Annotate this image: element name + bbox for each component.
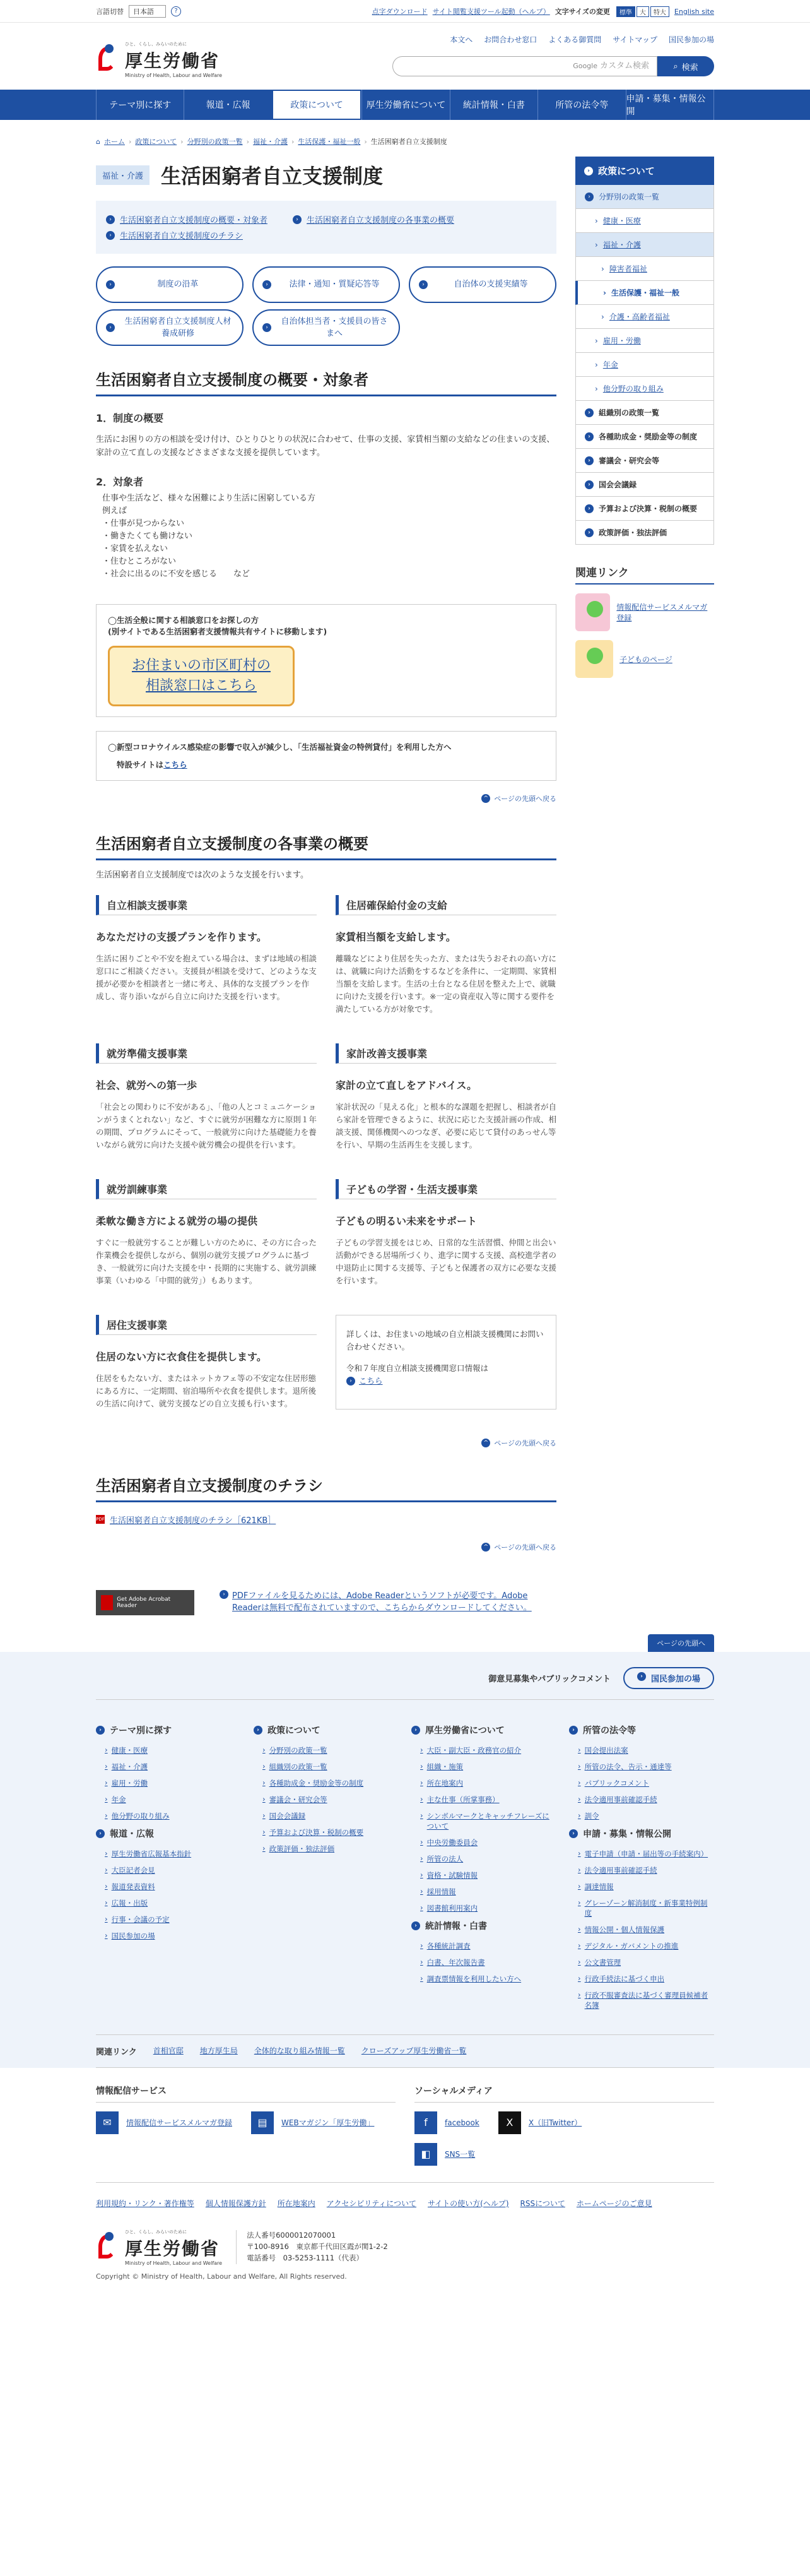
footer-link[interactable]: › パブリックコメント [578,1778,714,1788]
footer-link[interactable]: › 行事・会議の予定 [105,1914,241,1925]
site-logo[interactable] [96,23,222,90]
footer-link[interactable]: › 行政手続法に基づく申出 [578,1974,714,1984]
kids-banner-icon [575,640,613,678]
footer-link[interactable]: › 各種助成金・奨励金等の制度 [262,1778,399,1788]
fontsize-standard-button[interactable]: 標準 [616,6,635,17]
footer-link[interactable]: › 採用情報 [420,1887,556,1897]
footer-sitemap: › テーマ別に探す › 健康・医療 › 福祉・介護 › 雇用・労働 › 年金 › 他分野の取り組み › 報道・広報 › 厚生労働省広報基本指針 › 大臣記者会見 › 報道発表資料 › 広報・出版 › 行事・会議の予定 › 国民参加の場 › 政策について › 分野別の政策一覧 › 組織別の政策一覧 › 各種助成金・奨励金等の制度 › 審議会・研究会等 › 国会会議録 › 予算および決算・税制の概要 › 政策評価・独法評価 › 厚生労働省について › 大臣・副大臣・政務官の紹介 › 組織・施策 › 所在地案内 › 主な仕事（所掌事務） › シンボルマークとキャッチフレーズについて › 中央労働委員会 › 所管の法人 › 資格・試験情報 › 採用情報 › 図書館利用案内 › 統計情報・白書 › 各種統計調査 › 白書、年次報告書 › 調査票情報を利用したい方へ › 所管の法令等 › 国会提出法案 › 所管の法令、告示・通達等 › パブリックコメント › 法令適用事前確認手続 › 訓令 › 申請・募集・情報公開 › 電子申請（申請・届出等の手続案内） › 法令適用事前確認手続 › 調達情報 › グレーゾーン解消制度・新事業特例制度 › 情報公開・個人情報保護 › デジタル・ガバメントの推進 › 公文書管理 › 行政手続法に基づく申出 › 行政不服審査法に基づく審理員候補者名簿 [96,1700,714,2034]
chevron-icon: › [293,215,302,224]
overview-heading: 生活困窮者自立支援制度の概要・対象者 [96,367,556,396]
service-cards [96,895,556,1438]
chevron-icon: › [106,215,115,224]
sidebar-item-disability[interactable]: › 障害者福祉 [575,257,714,281]
acrobat-icon [101,1595,113,1610]
footer-link[interactable]: › 組織別の政策一覧 [262,1762,399,1772]
footer-link[interactable]: › 訓令 [578,1811,714,1821]
footer-related-link[interactable]: 地方厚生局 [199,2046,238,2055]
sidebar-item-field-policy[interactable]: › 分野別の政策一覧 [575,185,714,209]
back-to-top-link[interactable]: ^ ページの先頭へ戻る [96,793,556,804]
footer-link[interactable]: › 公文書管理 [578,1957,714,1968]
gnav-policy[interactable]: 政策について [272,90,361,120]
mhlw-logo-icon [96,43,120,76]
consultation-box: ◯生活全般に関する相談窓口をお探しの方 (別サイトである生活困窮者支援情報共有サイトに移動します) お住まいの市区町村の 相談窓口はこちら [96,604,556,718]
footer-link[interactable]: › 組織・施策 [420,1762,556,1772]
logo-tagline: ひと、くらし、みらいのために [125,41,187,47]
home-icon: ⌂ [96,137,100,146]
arrow-up-icon: ^ [481,1439,490,1447]
chevron-icon: › [346,1377,355,1386]
footer-link[interactable]: › 所管の法人 [420,1854,556,1864]
arrow-up-icon: ^ [481,1543,490,1552]
anchor-services[interactable]: › 生活困窮者自立支援制度の各事業の概要 [293,213,454,225]
service-card: 就労準備支援事業 社会、就労への第一歩 「社会との関わりに不安がある」、「他の人とコミュニケーションがうまくとれない」など、すぐに就労が困難な方に原則１年の期間、プログラムにそって、一般就労に向けた基礎能力を養いながら就労に向けた支援や就労機会の提供を行います。 [96,1043,317,1151]
inquiry-note: 詳しくは、お住まいの地域の自立相談支援機関にお問い合わせください。 令和７年度自立相談支援機関窓口情報は › こちら [336,1315,556,1410]
footer-link[interactable]: › グレーゾーン解消制度・新事業特例制度 [578,1898,714,1918]
breadcrumb-policy[interactable]: 政策について [135,138,177,146]
facebook-link[interactable]: f facebook [414,2111,479,2134]
footer-link[interactable]: › 所在地案内 [420,1778,556,1788]
service-card: 就労訓練事業 柔軟な働き方による就労の場の提供 すぐに一般就労することが難しい方のために、その方に合った作業機会を提供しながら、個別の就労支援プログラムに基づき、一般就労に向けた支援を中・長期的に実施する、就労訓練事業（いわゆる「中間的就労」）もあります。 [96,1179,317,1287]
overview-subheading-1: 1．制度の概要 [96,412,164,424]
related-links [575,564,714,678]
english-site-link[interactable]: English site [674,7,714,16]
footer-link[interactable]: › 調達情報 [578,1882,714,1892]
footer [0,1652,810,2068]
sidebar-item-pension[interactable]: › 年金 [575,353,714,377]
chevron-icon: › [220,1590,228,1599]
mailmag-link[interactable]: ✉ 情報配信サービスメルマガ登録 [96,2111,232,2134]
chevron-icon: › [419,280,428,289]
footer-link[interactable]: › 国会会議録 [262,1811,399,1821]
chevron-icon: › [585,193,594,201]
pdf-icon: PDF [96,1515,105,1524]
sidebar-item-health[interactable]: › 健康・医療 [575,209,714,233]
footer-link[interactable]: › デジタル・ガバメントの推進 [578,1941,714,1951]
footer-nav-link[interactable]: RSSについて [520,2199,565,2208]
breadcrumb-field-policy[interactable]: 分野別の政策一覧 [187,138,243,146]
mailmag-banner-icon [575,593,610,631]
help-icon[interactable]: ? [171,6,181,16]
footer-link[interactable]: › 政策評価・独法評価 [262,1844,399,1854]
sidebar [575,157,714,1615]
anchor-overview[interactable]: › 生活困窮者自立支援制度の概要・対象者 [106,213,267,225]
chevron-icon: › [585,528,594,537]
mhlw-logo-icon [96,2231,120,2264]
sns-icon: ◧ [414,2143,437,2166]
arrow-up-icon: ^ [481,794,490,803]
webmag-link[interactable]: ▤ WEBマガジン「厚生労働」 [251,2111,374,2134]
global-nav [0,90,810,120]
browsing-tool-link[interactable]: サイト閲覧支援ツール起動（ヘルプ） [432,8,550,16]
chevron-icon: › [637,1672,646,1681]
adobe-download-link[interactable]: PDFファイルを見るためには、Adobe Readerというソフトが必要です。Adobe Readerは無料で配布されていますので、こちらからダウンロードしてください。 [232,1591,532,1613]
flyer-pdf-link[interactable]: PDF 生活困窮者自立支援制度のチラシ［621KB］ [96,1516,276,1526]
search-input[interactable]: Google カスタム検索 [392,56,657,76]
footer-link[interactable]: › シンボルマークとキャッチフレーズについて [420,1811,556,1831]
braille-download-link[interactable]: 点字ダウンロード [372,8,428,16]
chevron-icon: › [585,456,594,465]
breadcrumb-home[interactable]: ホーム [103,138,125,146]
footer-logo: ひと、くらし、みらいのために 厚生労働省 Ministry of Health, Labour and Welfare [96,2229,222,2266]
target-list: 仕事や生活など、様々な困難により生活に困窮している方 例えば ・仕事が見つからない ・働きたくても働けない ・家賃を払えない ・住むところがない ・社会に出るのに不安を感じる など [102,493,316,579]
service-card: 子どもの学習・生活支援事業 子どもの明るい未来をサポート 子どもの学習支援をはじめ、日常的な生活習慣、仲間と出会い活動ができる居場所づくり、進学に関する支援、高校進学者の中退防止に関する支援等、子どもと保護者の双方に必要な支援を行います。 [336,1179,556,1287]
chevron-icon: › [106,323,115,332]
category-badge: 福祉・介護 [96,165,150,185]
sidebar-item-budget[interactable]: › 予算および決算・税制の概要 [575,497,714,521]
pill-training[interactable]: › 生活困窮者自立支援制度人材養成研修 [96,309,244,346]
pill-history[interactable]: › 制度の沿革 [96,266,244,303]
chevron-icon: › [106,280,115,289]
page-title: 生活困窮者自立支援制度 [161,164,384,188]
anchor-flyer[interactable]: › 生活困窮者自立支援制度のチラシ [106,229,243,241]
footer-nav-link[interactable]: 所在地案内 [277,2199,315,2208]
service-card: 住居確保給付金の支給 家賃相当額を支給します。 離職などにより住居を失った方、または失うおそれの高い方には、就職に向けた活動をするなどを条件に、一定期間、家賃相当額を支給します。生活の土台となる住居を整えた上で、就職に向けた支援を行います。※一定の資産収入等に関する要件を満たしている方が対象です。 [336,895,556,1016]
pill-staff[interactable]: › 自治体担当者・支援員の皆さまへ [252,309,400,346]
footer-nav-link[interactable]: 個人情報保護方針 [205,2199,266,2208]
footer-nav-link[interactable]: アクセシビリティについて [326,2199,416,2208]
footer-related-link[interactable]: 首相官邸 [153,2046,184,2055]
footer-link[interactable]: › 所管の法令、告示・通達等 [578,1762,714,1772]
footer-link[interactable]: › 情報公開・個人情報保護 [578,1925,714,1935]
header-link-faq[interactable]: よくある御質問 [548,35,602,44]
window-info-link[interactable]: こちら [359,1375,383,1386]
back-to-top-link[interactable]: ^ ページの先頭へ戻る [96,1542,556,1552]
related-kids[interactable]: 子どものページ [575,640,714,678]
chevron-icon: › [585,480,594,489]
back-to-top-link[interactable]: ^ ページの先頭へ戻る [96,1438,556,1448]
special-site-link[interactable]: こちら [163,759,187,769]
footer-link[interactable]: › 厚生労働省広報基本指針 [105,1849,241,1859]
sidebar-item-public-assistance[interactable]: › 生活保護・福祉一般 [575,281,714,305]
chevron-icon: › [585,432,594,441]
service-card: 家計改善支援事業 家計の立て直しをアドバイス。 家計状況の「見える化」と根本的な課題を把握し、相談者が自ら家計を管理できるように、状況に応じた支援計画の作成、相談支援、関係機関へのつなぎ、必要に応じて貸付のあっせん等を行い、早期の生活再生を支援します。 [336,1043,556,1151]
page-top-button[interactable]: ページの先頭へ [96,1634,714,1652]
chevron-icon: › [585,504,594,513]
x-link[interactable]: X X（旧Twitter） [498,2111,582,2134]
footer-link[interactable]: › 年金 [105,1795,241,1805]
footer-link[interactable]: › 大臣・副大臣・政務官の紹介 [420,1745,556,1755]
language-select[interactable]: 日本語 [129,5,166,18]
topic-pills [96,266,556,346]
gnav-laws[interactable]: 所管の法令等 [537,90,625,120]
footer-link[interactable]: › 各種統計調査 [420,1941,556,1951]
sidebar-title[interactable]: › 政策について [575,157,714,185]
breadcrumb-public-assistance[interactable]: 生活保護・福祉一般 [298,138,361,146]
footer-link[interactable]: › 法令適用事前確認手続 [578,1865,714,1875]
opinion-label: 御意見募集やパブリックコメント [488,1674,611,1684]
search-button[interactable]: ⌕ 検索 [657,56,714,76]
services-heading: 生活困窮者自立支援制度の各事業の概要 [96,831,556,860]
related-links-title: 関連リンク [575,564,714,585]
services-lead: 生活困窮者自立支援制度では次のような支援を行います。 [96,870,308,880]
footer-link[interactable]: › 福祉・介護 [105,1762,241,1772]
overview-text: 生活にお困りの方の相談を受け付け、ひとりひとりの状況に合わせて、仕事の支援、家賃相当額の支給などの住まいの支援、家計の立て直しの支援などさまざまな支援を提供しています。 [96,435,555,458]
header-link-participation[interactable]: 国民参加の場 [668,35,714,44]
header-link-contact[interactable]: お問合わせ窓口 [484,35,537,44]
sns-list-link[interactable]: ◧ SNS一覧 [414,2143,714,2166]
service-card: 自立相談支援事業 あなただけの支援プランを作ります。 生活に困りごとや不安を抱えている場合は、まずは地域の相談窓口にご相談ください。支援員が相談を受けて、どのような支援が必要かを相談者と一緒に考え、具体的な支援プランを作成し、寄り添いながら自立に向けた支援を行います。 [96,895,317,1016]
footer-address: ひと、くらし、みらいのために 厚生労働省 Ministry of Health, Labour and Welfare 法人番号6000012070001 〒100-8916 東京都千代田区霞が関1-2-2 電話番号 03-5253-1111（代表） [96,2214,714,2272]
fontsize-label: 文字サイズの変更 [555,8,610,16]
site-search [392,56,714,76]
footer-nav [96,2182,714,2214]
chevron-icon: › [584,167,593,175]
fontsize-large-button[interactable]: 大 [637,6,649,17]
sidebar-item-other[interactable]: › 他分野の取り組み [575,377,714,401]
footer-link[interactable]: › 図書館利用案内 [420,1903,556,1913]
footer-related-link[interactable]: 全体的な取り組み情報一覧 [254,2046,345,2055]
sidebar-item-org-policy[interactable]: › 組織別の政策一覧 [575,401,714,425]
overview-subheading-2: 2．対象者 [96,475,144,488]
footer-nav-link[interactable]: サイトの使い方(ヘルプ) [428,2199,509,2208]
flyer-heading: 生活困窮者自立支援制度のチラシ [96,1473,556,1502]
footer-link[interactable]: › 分野別の政策一覧 [262,1745,399,1755]
gnav-press[interactable]: 報道・広報 [184,90,271,120]
breadcrumb-current: 生活困窮者自立支援制度 [370,138,447,146]
footer-link[interactable]: › 白書、年次報告書 [420,1957,556,1968]
adobe-reader-badge[interactable]: Get Adobe Acrobat Reader [96,1590,194,1615]
copyright: Copyright © Ministry of Health, Labour and Welfare, All Rights reserved. [96,2272,347,2281]
breadcrumb: ⌂ ホーム › 政策について › 分野別の政策一覧 › 福祉・介護 › 生活保護・福祉一般 › 生活困窮者自立支援制度 [96,137,447,146]
header-link-main[interactable]: 本文へ [450,35,473,44]
footer-link[interactable]: › 調査票情報を利用したい方へ [420,1974,556,1984]
mail-icon: ✉ [96,2111,119,2134]
footer-link[interactable]: › 他分野の取り組み [105,1811,241,1821]
footer-link[interactable]: › 資格・試験情報 [420,1870,556,1880]
footer-link[interactable]: › 法令適用事前確認手続 [578,1795,714,1805]
footer-link[interactable]: › 大臣記者会見 [105,1865,241,1875]
language-label: 言語切替 [96,8,124,16]
book-icon: ▤ [251,2111,274,2134]
service-card: 居住支援事業 住居のない方に衣食住を提供します。 住居をもたない方、またはネットカフェ等の不安定な住居形態にある方に、一定期間、宿泊場所や衣食を提供します。退所後の生活に向けて、就労支援などの自立支援も行います。 [96,1315,317,1410]
footer-link[interactable]: › 国民参加の場 [105,1931,241,1941]
chevron-icon: › [106,231,115,240]
pill-laws[interactable]: › 法律・通知・質疑応答等 [252,266,400,303]
sidebar-item-employment[interactable]: › 雇用・労働 [575,329,714,353]
footer-link[interactable]: › 報道発表資料 [105,1882,241,1892]
sidebar-item-diet-records[interactable]: › 国会会議録 [575,473,714,497]
gnav-about[interactable]: 厚生労働省について [361,90,449,120]
consultation-window-button[interactable]: お住まいの市区町村の 相談窓口はこちら [108,646,295,706]
related-mailmag[interactable]: 情報配信サービスメルマガ登録 [575,593,714,631]
sidebar-item-grants[interactable]: › 各種助成金・奨励金等の制度 [575,425,714,449]
site-header [0,23,810,90]
footer-link[interactable]: › 広報・出版 [105,1898,241,1908]
chevron-icon: › [585,408,594,417]
gnav-themes[interactable]: テーマ別に探す [96,90,184,120]
x-icon: X [498,2111,521,2134]
sidebar-item-elderly[interactable]: › 介護・高齢者福祉 [575,305,714,329]
sidebar-item-councils[interactable]: › 審議会・研究会等 [575,449,714,473]
footer-link[interactable]: › 行政不服審査法に基づく審理員候補者名簿 [578,1990,714,2010]
footer-link[interactable]: › 電子申請（申請・届出等の手続案内） [578,1849,714,1859]
footer-nav-link[interactable]: 利用規約・リンク・著作権等 [96,2199,194,2208]
header-link-sitemap[interactable]: サイトマップ [613,35,657,44]
footer-services: 情報配信サービス ✉ 情報配信サービスメルマガ登録 ▤ WEBマガジン「厚生労働」 ソーシャルメディア f facebook X X（旧Twitter） ◧ SNS一覧 [96,2068,714,2182]
footer-link[interactable]: › 健康・医療 [105,1745,241,1755]
pill-results[interactable]: › 自治体の支援実績等 [409,266,556,303]
logo-name: 厚生労働省 [125,50,220,71]
footer-link[interactable]: › 国会提出法案 [578,1745,714,1755]
anchor-links [96,201,556,254]
footer-link[interactable]: › 予算および決算・税制の概要 [262,1827,399,1837]
footer-related-links: 関連リンク 首相官邸 地方厚生局 全体的な取り組み情報一覧 クローズアップ厚生労働省一覧 [96,2034,714,2068]
footer-link[interactable]: › 中央労働委員会 [420,1837,556,1848]
gnav-applications[interactable]: 申請・募集・情報公開 [626,90,714,120]
participation-button[interactable]: › 国民参加の場 [623,1667,714,1689]
main-content [96,157,556,1615]
footer-related-link[interactable]: クローズアップ厚生労働省一覧 [361,2046,467,2055]
chevron-icon: › [262,323,271,332]
footer-nav-link[interactable]: ホームページのご意見 [576,2199,652,2208]
facebook-icon: f [414,2111,437,2134]
fontsize-xlarge-button[interactable]: 特大 [650,6,669,17]
footer-link[interactable]: › 主な仕事（所掌事務） [420,1795,556,1805]
adobe-reader-notice [96,1590,556,1615]
gnav-statistics[interactable]: 統計情報・白書 [450,90,537,120]
search-icon: ⌕ [673,61,678,71]
sidebar-item-evaluation[interactable]: › 政策評価・独法評価 [575,521,714,545]
logo-english: Ministry of Health, Labour and Welfare [125,72,223,78]
chevron-icon: › [262,280,271,289]
utility-bar [0,0,810,23]
footer-link[interactable]: › 審議会・研究会等 [262,1795,399,1805]
sidebar-item-welfare[interactable]: › 福祉・介護 [575,233,714,257]
breadcrumb-welfare[interactable]: 福祉・介護 [252,138,288,146]
footer-link[interactable]: › 雇用・労働 [105,1778,241,1788]
covid-loan-box: ◯新型コロナウイルス感染症の影響で収入が減少し、「生活福祉資金の特例貸付」を利用した方へ 特設サイトはこちら [96,731,556,781]
